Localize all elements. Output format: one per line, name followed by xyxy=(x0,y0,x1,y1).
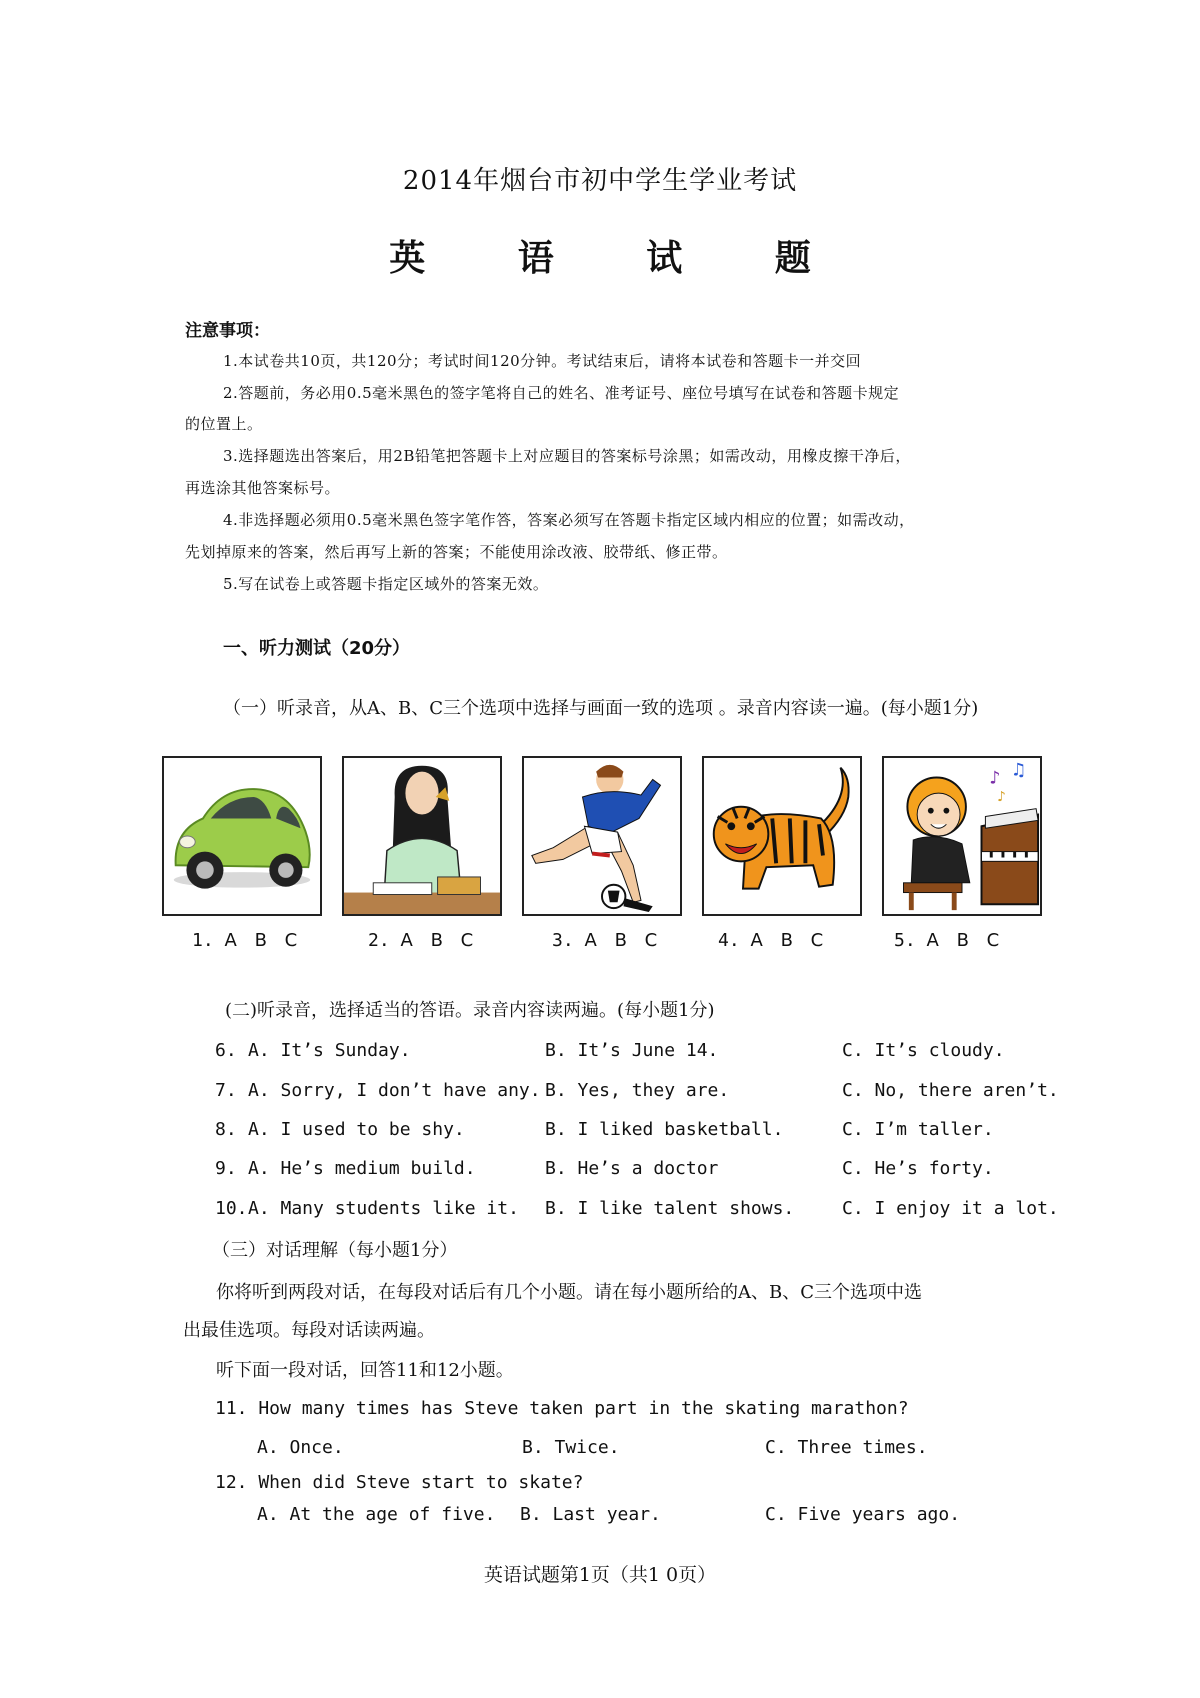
question-7-option-c[interactable]: C. No, there aren’t. xyxy=(842,1080,1059,1101)
question-9-option-b[interactable]: B. He’s a doctor xyxy=(545,1158,719,1179)
question-8-number: 8. xyxy=(215,1119,237,1140)
picture-options[interactable]: A B C xyxy=(224,930,304,951)
picture-1 xyxy=(162,756,322,916)
picture-4 xyxy=(702,756,862,916)
part3-title: （三）对话理解（每小题1分） xyxy=(212,1240,458,1261)
question-8-option-b[interactable]: B. I liked basketball. xyxy=(545,1119,784,1140)
picture-number: 3. xyxy=(552,930,574,951)
question-12-option-c[interactable]: C. Five years ago. xyxy=(765,1504,961,1525)
question-9-number: 9. xyxy=(215,1158,237,1179)
question-12-option-b[interactable]: B. Last year. xyxy=(520,1504,661,1525)
dialogue-1-intro: 听下面一段对话，回答11和12小题。 xyxy=(216,1360,514,1381)
picture-number: 4. xyxy=(718,930,740,951)
tiger-icon xyxy=(704,758,860,914)
notice-line-6: 4.非选择题必须用0.5毫米黑色签字笔作答，答案必须写在答题卡指定区域内相应的位置；如需改动， xyxy=(223,511,915,529)
question-10-option-a[interactable]: A. Many students like it. xyxy=(248,1198,519,1219)
question-10-number: 10. xyxy=(215,1198,248,1219)
picture-3-label xyxy=(552,930,663,951)
notice-heading: 注意事项： xyxy=(185,321,270,341)
picture-options[interactable]: A B C xyxy=(400,930,480,951)
question-10-option-b[interactable]: B. I like talent shows. xyxy=(545,1198,795,1219)
part3-intro-line-2: 出最佳选项。每段对话读两遍。 xyxy=(183,1320,435,1341)
question-12-stem: 12. When did Steve start to skate? xyxy=(215,1472,584,1493)
part1-instruction: （一）听录音，从A、B、C三个选项中选择与画面一致的选项 。录音内容读一遍。(每小题1分) xyxy=(223,698,979,719)
question-11-option-c[interactable]: C. Three times. xyxy=(765,1437,928,1458)
picture-4-label xyxy=(718,930,829,951)
question-10-option-c[interactable]: C. I enjoy it a lot. xyxy=(842,1198,1059,1219)
question-8-option-c[interactable]: C. I’m taller. xyxy=(842,1119,994,1140)
question-6-option-c[interactable]: C. It’s cloudy. xyxy=(842,1040,1005,1061)
picture-2-label xyxy=(368,930,479,951)
question-11-option-b[interactable]: B. Twice. xyxy=(522,1437,620,1458)
part2-instruction: (二)听录音，选择适当的答语。录音内容读两遍。(每小题1分) xyxy=(225,1000,715,1021)
notice-line-3: 的位置上。 xyxy=(185,415,263,433)
notice-line-4: 3.选择题选出答案后，用2B铅笔把答题卡上对应题目的答案标号涂黑；如需改动，用橡皮擦干净后， xyxy=(223,447,911,465)
subject-title: 英 语 试 题 xyxy=(389,237,851,279)
picture-number: 2. xyxy=(368,930,390,951)
svg-text:♪: ♪ xyxy=(997,788,1006,805)
part3-intro-line-1: 你将听到两段对话，在每段对话后有几个小题。请在每小题所给的A、B、C三个选项中选 xyxy=(216,1282,922,1303)
question-8-option-a[interactable]: A. I used to be shy. xyxy=(248,1119,465,1140)
woman-phone-icon xyxy=(344,758,500,914)
svg-text:♪: ♪ xyxy=(989,768,1001,789)
question-6-option-a[interactable]: A. It’s Sunday. xyxy=(248,1040,411,1061)
svg-text:♫: ♫ xyxy=(1010,760,1027,781)
picture-1-label xyxy=(192,930,303,951)
question-7-option-a[interactable]: A. Sorry, I don’t have any. xyxy=(248,1080,541,1101)
notice-line-2: 2.答题前，务必用0.5毫米黑色的签字笔将自己的姓名、准考证号、座位号填写在试卷和答题卡规定 xyxy=(223,384,900,402)
picture-options[interactable]: A B C xyxy=(584,930,664,951)
picture-5-label xyxy=(894,930,1005,951)
picture-options[interactable]: A B C xyxy=(926,930,1006,951)
question-11-option-a[interactable]: A. Once. xyxy=(257,1437,344,1458)
notice-line-8: 5.写在试卷上或答题卡指定区域外的答案无效。 xyxy=(223,575,549,593)
picture-5 xyxy=(882,756,1042,916)
notice-line-7: 先划掉原来的答案，然后再写上新的答案；不能使用涂改液、胶带纸、修正带。 xyxy=(185,543,728,561)
car-icon xyxy=(164,758,320,914)
picture-3 xyxy=(522,756,682,916)
notice-line-1: 1.本试卷共10页，共120分；考试时间120分钟。考试结束后，请将本试卷和答题卡一并交回 xyxy=(223,352,862,370)
notice-line-5: 再选涂其他答案标号。 xyxy=(185,479,341,497)
question-12-option-a[interactable]: A. At the age of five. xyxy=(257,1504,496,1525)
question-9-option-c[interactable]: C. He’s forty. xyxy=(842,1158,994,1179)
page-footer: 英语试题第1页（共1 0页） xyxy=(483,1564,717,1586)
picture-number: 5. xyxy=(894,930,916,951)
exam-title: 2014年烟台市初中学生学业考试 xyxy=(402,166,798,196)
picture-options[interactable]: A B C xyxy=(750,930,830,951)
boy-piano-icon xyxy=(884,758,1040,914)
picture-2 xyxy=(342,756,502,916)
question-7-option-b[interactable]: B. Yes, they are. xyxy=(545,1080,730,1101)
question-6-option-b[interactable]: B. It’s June 14. xyxy=(545,1040,719,1061)
football-player-icon xyxy=(524,758,680,914)
section-title-listening: 一、听力测试（20分） xyxy=(223,638,411,659)
question-7-number: 7. xyxy=(215,1080,237,1101)
question-9-option-a[interactable]: A. He’s medium build. xyxy=(248,1158,476,1179)
picture-number: 1. xyxy=(192,930,214,951)
question-6-number: 6. xyxy=(215,1040,237,1061)
question-11-stem: 11. How many times has Steve taken part in the skating marathon? xyxy=(215,1398,909,1419)
